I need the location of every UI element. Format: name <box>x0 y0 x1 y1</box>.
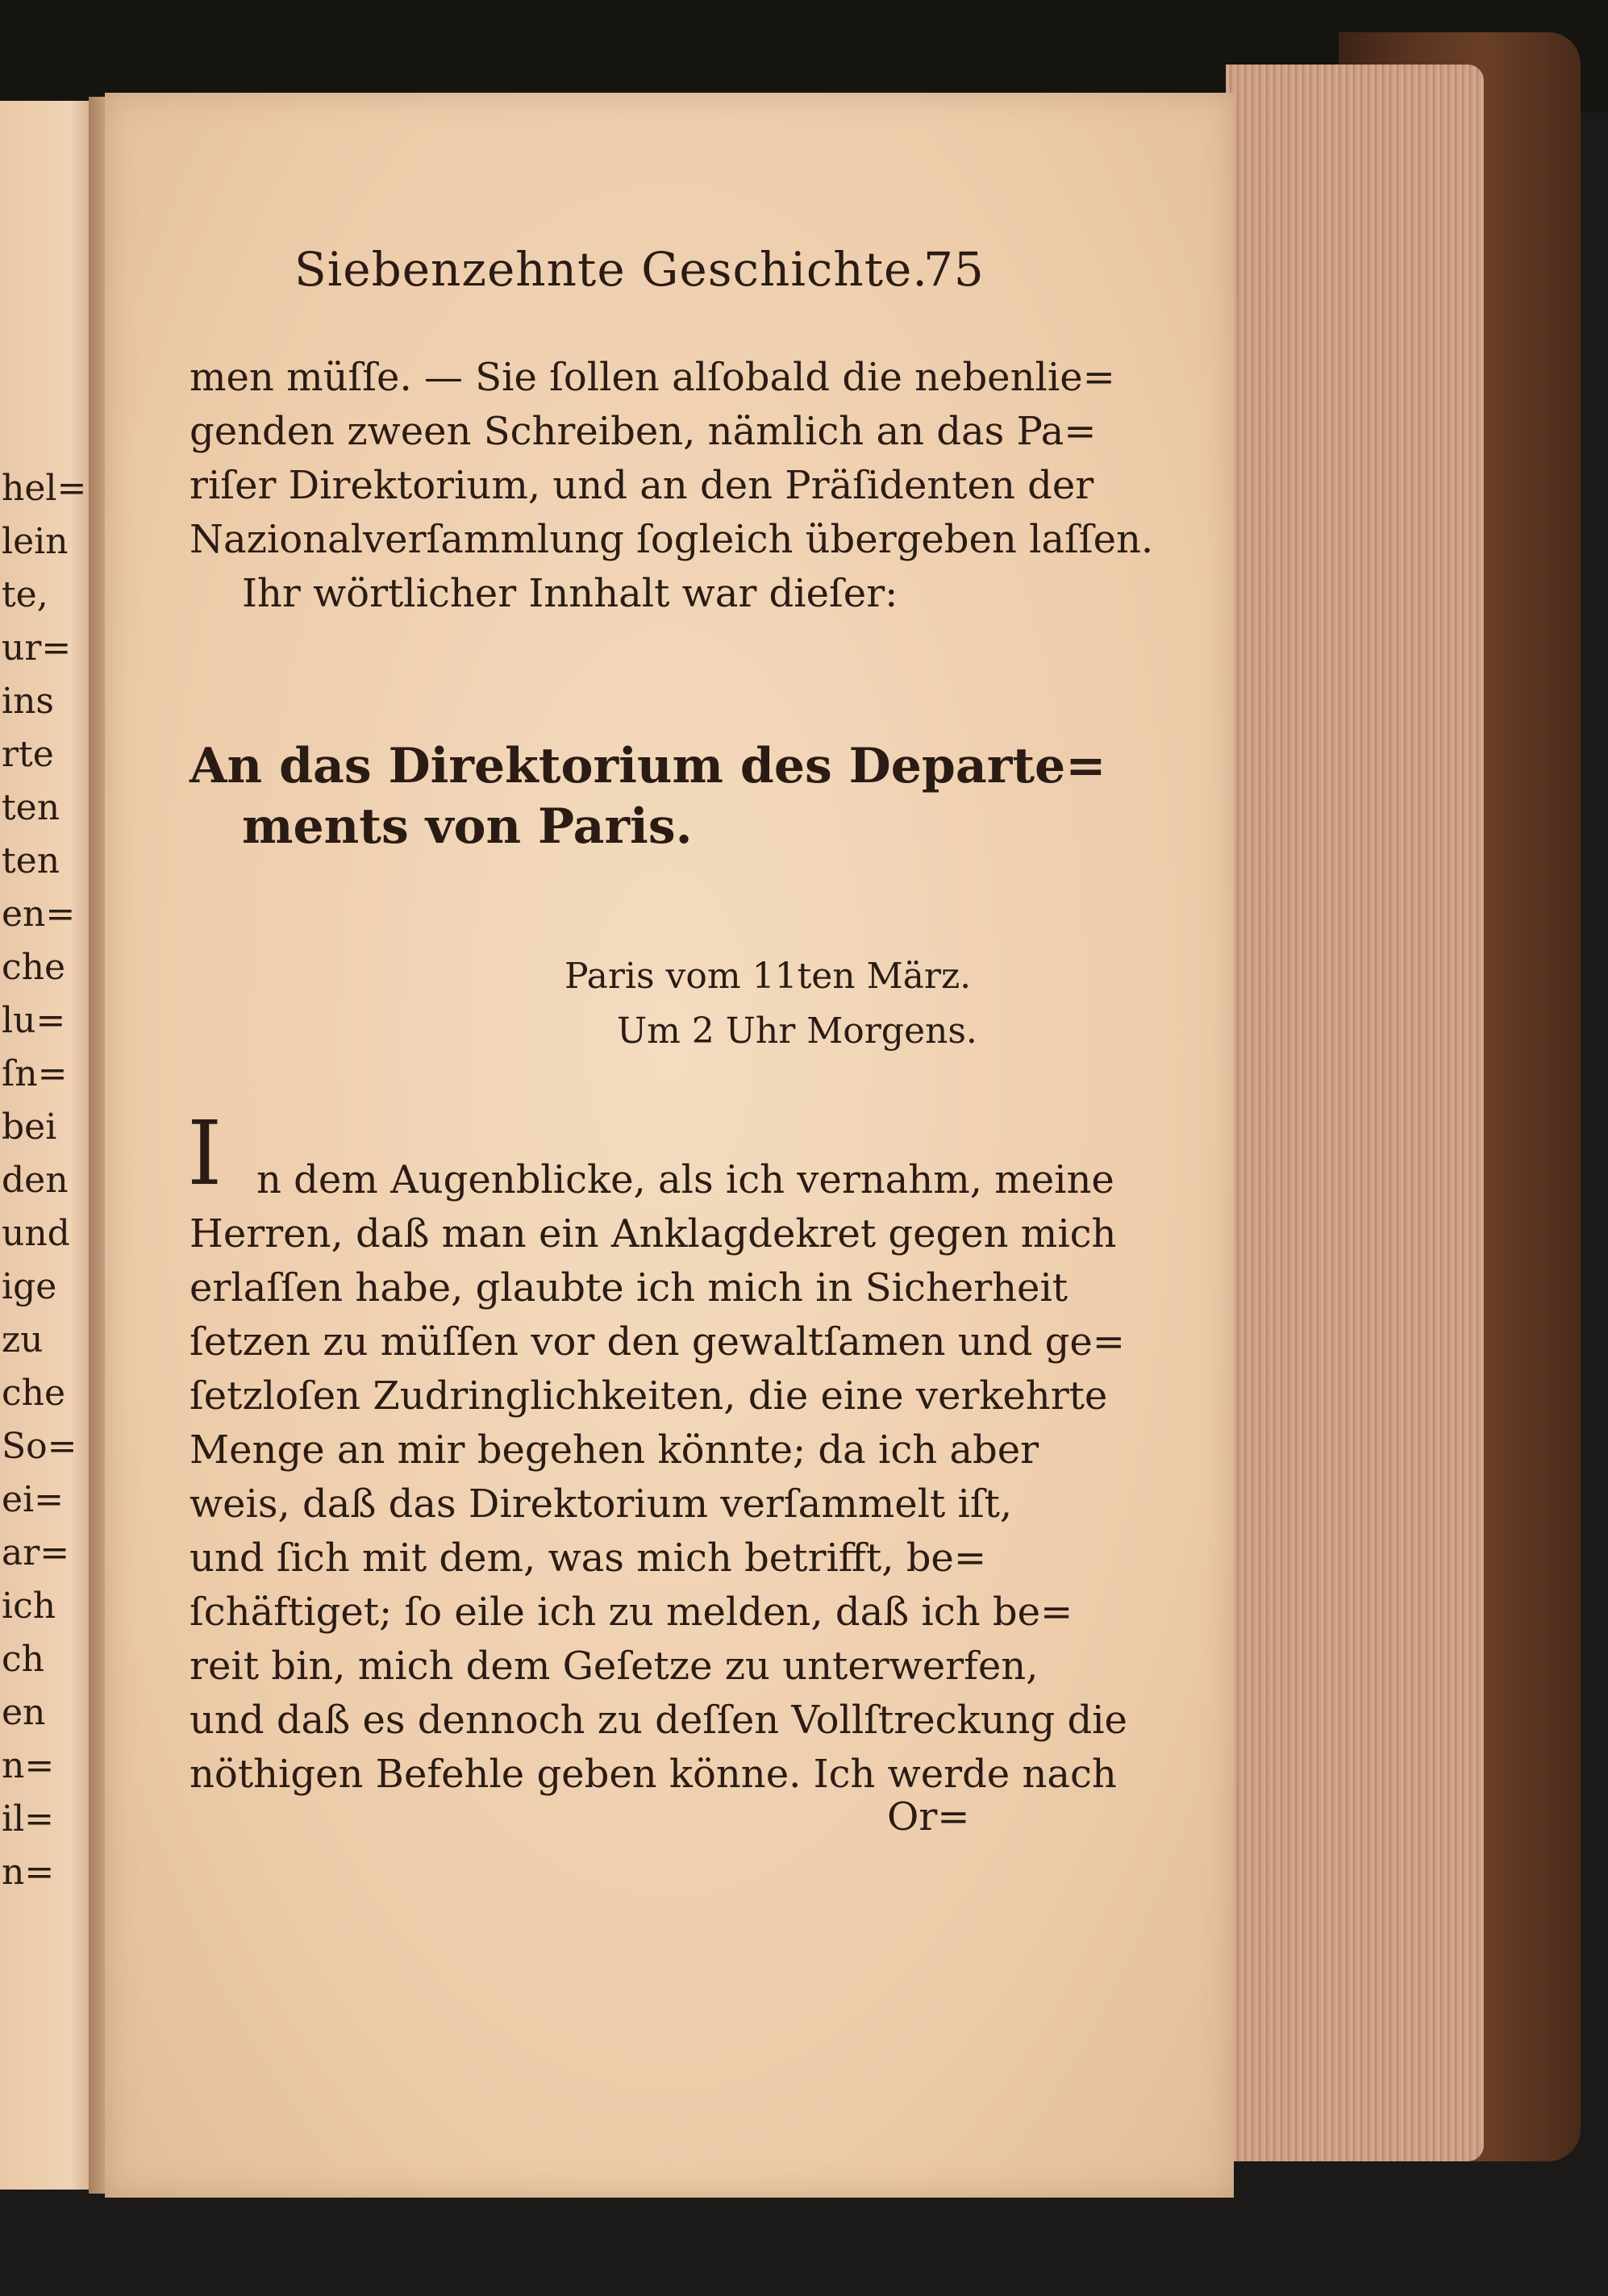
text-line: men müſſe. — Sie ſollen alſobald die nebenlie= <box>190 355 1115 400</box>
text-line: Herren, daß man ein Anklagdekret gegen mich <box>190 1211 1117 1256</box>
fragment-line: ch <box>2 1639 44 1680</box>
fragment-line: ei= <box>2 1479 64 1520</box>
fragment-line: te, <box>2 574 48 615</box>
heading-line: An das Direktorium des Departe= <box>190 738 1106 794</box>
catchword: Or= <box>887 1794 970 1840</box>
fragment-line: en= <box>2 894 76 935</box>
text-line: und ſich mit dem, was mich betrifft, be= <box>190 1536 987 1581</box>
text-line: reit bin, mich dem Geſetze zu unterwerfen, <box>190 1644 1039 1689</box>
fragment-line: n= <box>2 1745 55 1786</box>
text-line: ſetzloſen Zudringlichkeiten, die eine verkehrte <box>190 1373 1108 1419</box>
fragment-line: ten <box>2 787 60 828</box>
text-line: riſer Direktorium, und an den Präſidenten der <box>190 463 1094 508</box>
text-line: nöthigen Befehle geben könne. Ich werde nach <box>190 1752 1117 1797</box>
text-line: Ihr wörtlicher Innhalt war dieſer: <box>242 571 898 616</box>
text-line: genden zween Schreiben, nämlich an das Pa= <box>190 409 1097 454</box>
fragment-line: ur= <box>2 627 72 669</box>
heading-line: ments von Paris. <box>242 798 693 855</box>
text-line: weis, daß das Direktorium verſammelt iſt, <box>190 1481 1013 1527</box>
fragment-line: che <box>2 947 66 988</box>
text-line: ſetzen zu müſſen vor den gewaltſamen und ge= <box>190 1319 1125 1365</box>
text-line: Nazionalverſammlung ſogleich übergeben laſſen. <box>190 517 1154 562</box>
fragment-line: ſn= <box>2 1053 68 1094</box>
fragment-line: che <box>2 1373 66 1414</box>
fragment-line: rte <box>2 734 54 775</box>
fragment-line: bei <box>2 1106 57 1148</box>
text-line: Menge an mir begehen könnte; da ich aber <box>190 1427 1039 1473</box>
running-title: Siebenzehnte Geschichte. <box>294 242 928 297</box>
dateline-line: Paris vom 11ten März. <box>564 956 972 997</box>
left-page <box>0 101 101 2190</box>
fragment-line: ins <box>2 681 54 722</box>
fragment-line: ten <box>2 840 60 881</box>
fragment-line: den <box>2 1160 69 1201</box>
fragment-line: So= <box>2 1426 77 1467</box>
fragment-line: lu= <box>2 1000 66 1041</box>
text-line: und daß es dennoch zu deſſen Vollſtreckung die <box>190 1698 1127 1743</box>
fragment-line: il= <box>2 1798 55 1840</box>
fragment-line: und <box>2 1213 70 1254</box>
fragment-line: hel= <box>2 468 87 509</box>
fragment-line: ar= <box>2 1532 70 1573</box>
drop-capital: I <box>187 1102 223 1205</box>
text-line: ſchäftiget; ſo eile ich zu melden, daß ich be= <box>190 1590 1073 1635</box>
running-header <box>294 242 985 297</box>
fragment-line: en <box>2 1692 46 1733</box>
fragment-line: lein <box>2 521 69 562</box>
page-fore-edge <box>1226 65 1484 2161</box>
fragment-line: n= <box>2 1852 55 1893</box>
page-number: 75 <box>923 242 985 297</box>
fragment-line: zu <box>2 1319 44 1361</box>
dateline-line: Um 2 Uhr Morgens. <box>617 1010 977 1052</box>
text-line: n dem Augenblicke, als ich vernahm, meine <box>256 1157 1114 1202</box>
fragment-line: ige <box>2 1266 57 1307</box>
fragment-line: ich <box>2 1586 56 1627</box>
text-line: erlaſſen habe, glaubte ich mich in Sicherheit <box>190 1265 1069 1311</box>
